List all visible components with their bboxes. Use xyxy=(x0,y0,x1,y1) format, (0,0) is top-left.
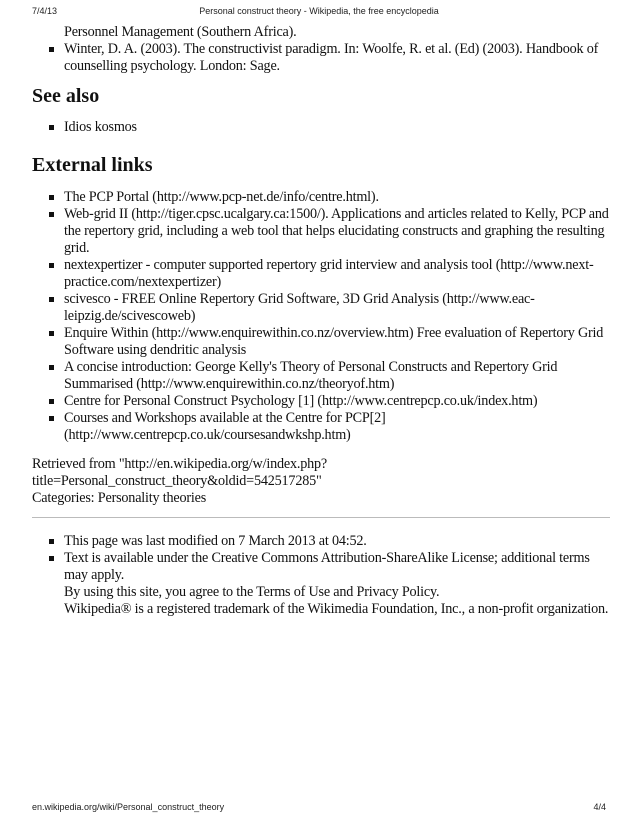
references-list xyxy=(32,24,610,75)
external-link-item[interactable]: nextexpertizer - computer supported repertory grid interview and analysis tool (http://www.next-practice.com/nextexpertizer) xyxy=(32,257,610,291)
print-page-title: Personal construct theory - Wikipedia, the free encyclopedia xyxy=(199,6,439,16)
see-also-link[interactable]: Idios kosmos xyxy=(64,119,137,135)
reference-item: Winter, D. A. (2003). The constructivist paradigm. In: Woolfe, R. et al. (Ed) (2003). Handbook of counselling psychology. London: Sage. xyxy=(32,41,610,75)
categories xyxy=(32,490,610,507)
categories-label: Categories: xyxy=(32,490,95,506)
external-link-item[interactable]: scivesco - FREE Online Repertory Grid Software, 3D Grid Analysis (http://www.eac-leipzig.de/scivescoweb) xyxy=(32,291,610,325)
external-link-item[interactable]: Enquire Within (http://www.enquirewithin.co.nz/overview.htm) Free evaluation of Repertory Grid Software using dendritic analysis xyxy=(32,325,610,359)
print-date: 7/4/13 xyxy=(32,6,58,16)
print-header xyxy=(32,6,606,20)
footer-divider xyxy=(32,517,610,518)
reference-item-continuation: Personnel Management (Southern Africa). xyxy=(64,24,297,40)
external-link-item[interactable]: Web-grid II (http://tiger.cpsc.ucalgary.ca:1500/). Applications and articles related to Kelly, PCP and the repertory grid, including a web tool that helps elucidating constructs and graphing the resulting grid. xyxy=(32,206,610,257)
external-link-item[interactable]: A concise introduction: George Kelly's Theory of Personal Constructs and Repertory Grid Summarised (http://www.enquirewithin.co.nz/theoryof.htm) xyxy=(32,359,610,393)
article-content xyxy=(32,24,610,618)
external-links-heading: External links xyxy=(32,154,153,176)
last-modified: This page was last modified on 7 March 2013 at 04:52. xyxy=(32,533,610,550)
terms-text: By using this site, you agree to the Terms of Use and Privacy Policy. xyxy=(64,584,440,600)
see-also-heading: See also xyxy=(32,85,100,107)
external-link-item[interactable]: The PCP Portal (http://www.pcp-net.de/info/centre.html). xyxy=(32,189,610,206)
license-text: Text is available under the Creative Commons Attribution-ShareAlike License; additional terms may apply. xyxy=(64,550,590,583)
external-links-list xyxy=(32,189,610,444)
page-footer-list xyxy=(32,533,610,618)
license-info xyxy=(32,550,610,618)
external-link-item[interactable]: Courses and Workshops available at the Centre for PCP[2] (http://www.centrepcp.co.uk/coursesandwkshp.htm) xyxy=(32,410,610,444)
category-link[interactable]: Personality theories xyxy=(97,490,207,506)
see-also-list xyxy=(32,119,610,136)
retrieved-from: Retrieved from "http://en.wikipedia.org/w/index.php?title=Personal_construct_theory&oldid=542517285" xyxy=(32,456,327,489)
see-also-item[interactable] xyxy=(32,119,610,136)
trademark-text: Wikipedia® is a registered trademark of the Wikimedia Foundation, Inc., a non-profit organization. xyxy=(64,601,609,617)
print-url: en.wikipedia.org/wiki/Personal_construct_theory xyxy=(32,802,225,812)
external-link-item[interactable]: Centre for Personal Construct Psychology [1] (http://www.centrepcp.co.uk/index.htm) xyxy=(32,393,610,410)
print-footer xyxy=(32,802,606,816)
print-page-number: 4/4 xyxy=(593,802,606,812)
